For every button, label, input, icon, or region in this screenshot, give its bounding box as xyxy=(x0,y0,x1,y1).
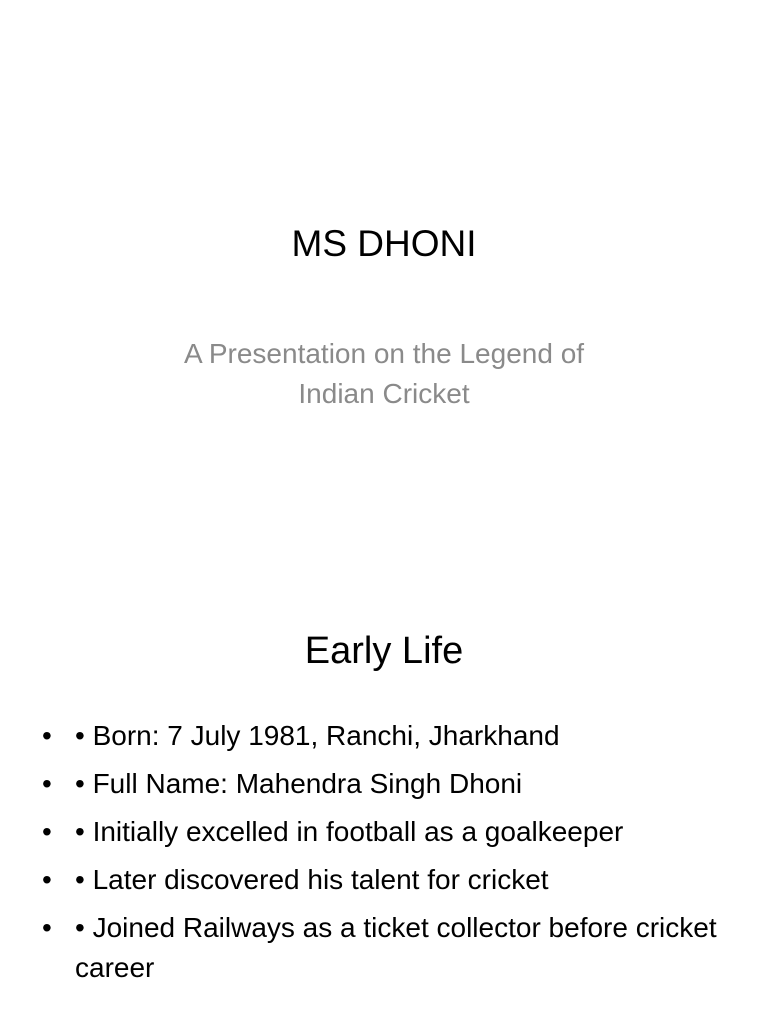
bullet-text: • Initially excelled in football as a goalkeeper xyxy=(75,816,624,847)
bullet-text: • Born: 7 July 1981, Ranchi, Jharkhand xyxy=(75,720,560,751)
slide-title: MS DHONI xyxy=(291,223,477,264)
bullet-item xyxy=(42,908,742,988)
bullet-dot: • xyxy=(42,912,52,943)
bullet-text: • Later discovered his talent for cricket xyxy=(75,864,549,895)
bullet-item xyxy=(42,764,742,804)
bullet-dot: • xyxy=(42,768,52,799)
bullet-item xyxy=(42,860,742,900)
slide-subtitle: A Presentation on the Legend of Indian Cricket xyxy=(183,338,585,409)
bullet-item xyxy=(42,812,742,852)
bullet-dot: • xyxy=(42,720,52,751)
slide-title: Early Life xyxy=(304,630,464,672)
bullet-text: • Joined Railways as a ticket collector before cricket career xyxy=(75,912,717,983)
bullet-dot: • xyxy=(42,816,52,847)
bullet-list xyxy=(42,716,742,996)
bullet-item xyxy=(42,716,742,756)
bullet-dot: • xyxy=(42,864,52,895)
content-slide-early-life xyxy=(0,576,768,1024)
bullet-text: • Full Name: Mahendra Singh Dhoni xyxy=(75,768,523,799)
